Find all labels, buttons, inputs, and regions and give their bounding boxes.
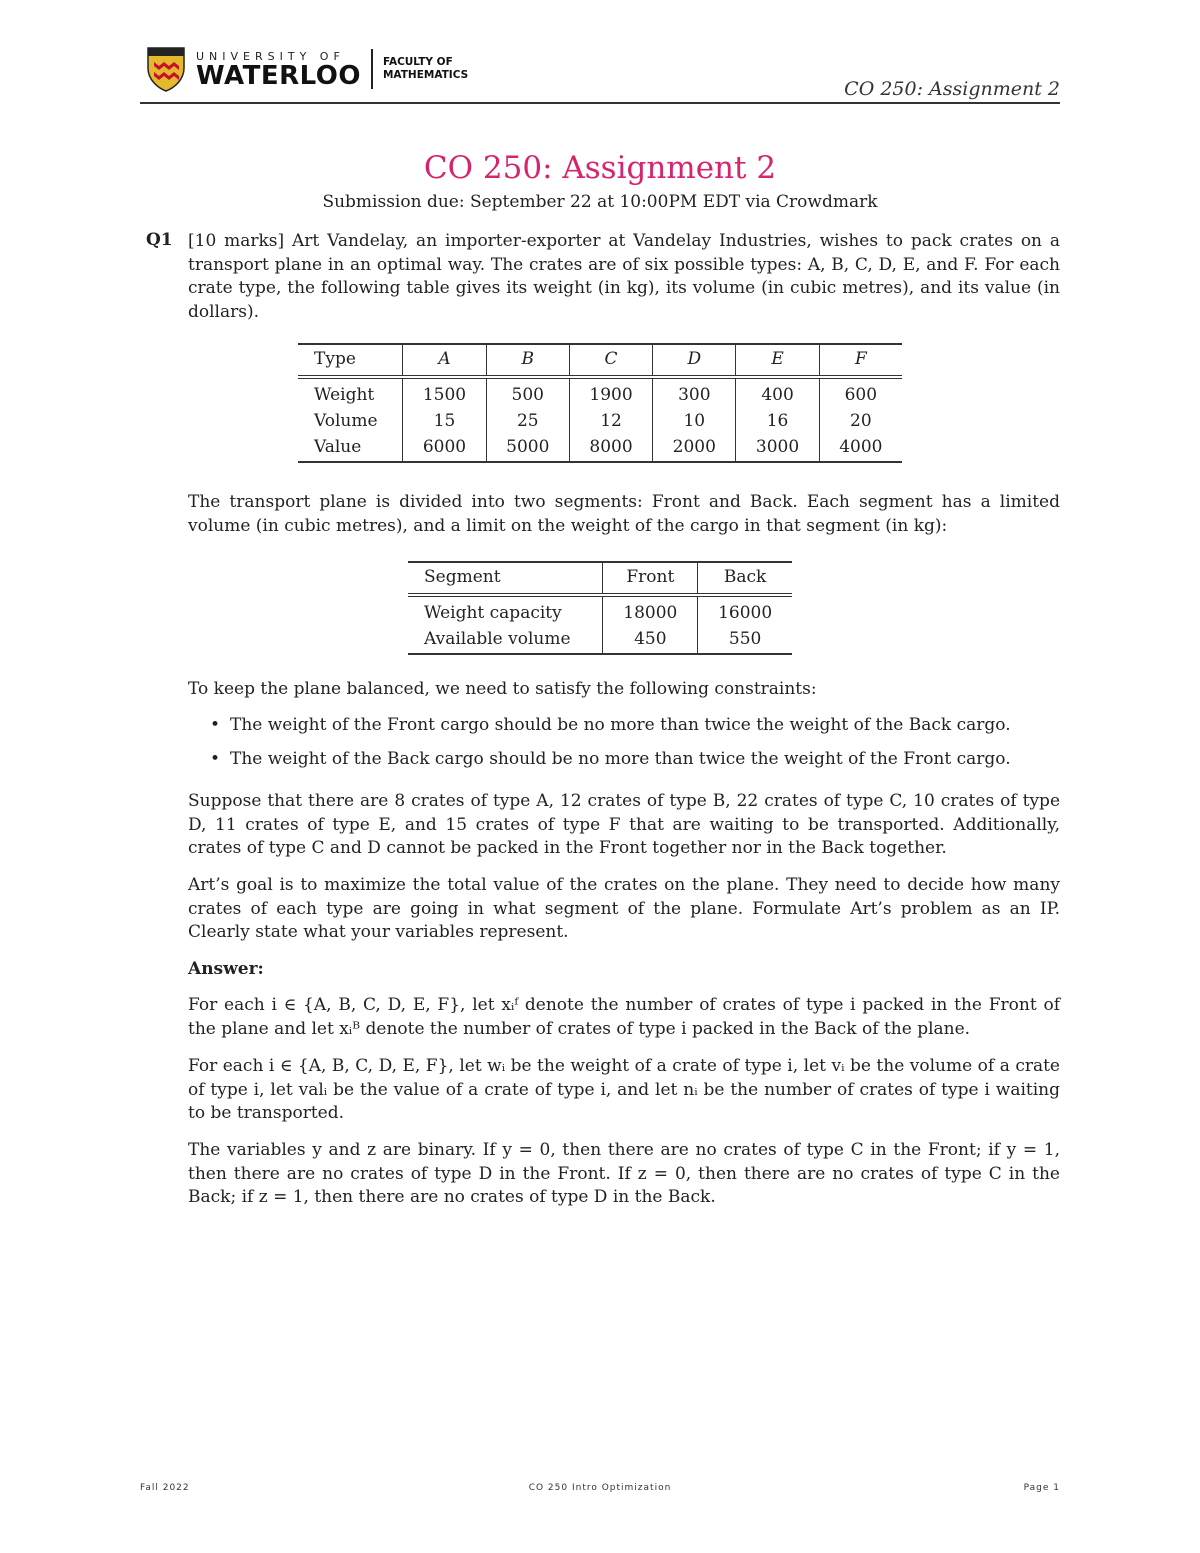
table-cell: 12 xyxy=(569,408,652,434)
university-logo xyxy=(146,44,468,94)
bullet-icon: • xyxy=(210,715,221,735)
question-label: Q1 xyxy=(146,230,173,250)
table-cell: Weight capacity xyxy=(408,595,603,626)
footer-term: Fall 2022 xyxy=(140,1483,190,1493)
faculty-line-2: MATHEMATICS xyxy=(382,69,469,81)
table-cell: Weight xyxy=(298,377,403,408)
table-cell: 16 xyxy=(736,408,819,434)
table-cell: 2000 xyxy=(653,434,736,462)
intro-paragraph: [10 marks] Art Vandelay, an importer-exporter at Vandelay Industries, wishes to pack crates on a transport plane in an optimal way. The crates are of six possible types: A, B, C, D, E, and F. For each crate type, the following table gives its weight (in kg), its volume (in cubic metres), and its value (in dollars). xyxy=(188,231,1060,322)
logo-divider xyxy=(371,49,373,89)
balance-paragraph-block xyxy=(188,678,1060,702)
segment-header-cell: Segment xyxy=(424,567,501,587)
suppose-paragraph: Suppose that there are 8 crates of type A, 12 crates of type B, 22 crates of type C, 10 crates of type D, 11 crates of type E, and 15 crates of type F that are waiting to be transported. Additionally, crates of type C and D cannot be packed in the Front together nor in the Back together. xyxy=(188,791,1060,858)
table-cell: 16000 xyxy=(698,595,792,626)
table-cell: 4000 xyxy=(819,434,902,462)
question-intro xyxy=(188,230,1060,324)
footer-page-number: Page 1 xyxy=(1023,1483,1060,1493)
waterloo-text: WATERLOO xyxy=(196,60,361,91)
answer-heading-block xyxy=(188,958,1060,982)
answer-p2-block xyxy=(188,1055,1060,1126)
answer-paragraph-3: The variables y and z are binary. If y = 0, then there are no crates of type C in the Front; if y = 1, then there are no crates of type D in the Front. If z = 0, then there are no crates of type C in the Back; if z = 1, then there are no crates of type D in the Back. xyxy=(188,1140,1060,1207)
segment-header-cell: Front xyxy=(603,562,698,595)
university-of-text: UNIVERSITY OF xyxy=(196,49,345,63)
crate-header-cell: F xyxy=(819,344,902,377)
table-row xyxy=(298,377,902,408)
crate-header-cell: B xyxy=(486,344,569,377)
goal-paragraph: Art’s goal is to maximize the total value of the crates on the plane. They need to decide how many crates of each type are going in what segment of the plane. Formulate Art’s problem as an IP. Clearly state what your variables represent. xyxy=(188,875,1060,942)
table-cell: 20 xyxy=(819,408,902,434)
table-cell: 15 xyxy=(403,408,486,434)
table-cell: 300 xyxy=(653,377,736,408)
table-cell: 400 xyxy=(736,377,819,408)
page-title: CO 250: Assignment 2 xyxy=(423,150,777,186)
table-row xyxy=(298,434,902,462)
table-row xyxy=(408,626,792,654)
table-cell: 1900 xyxy=(569,377,652,408)
crate-header-cell: D xyxy=(653,344,736,377)
answer-paragraph-1: For each i ∈ {A, B, C, D, E, F}, let xᵢᶠ denote the number of crates of type i packed in the Front of the plane and let xᵢᴮ denote the number of crates of type i packed in the Back of the plane. xyxy=(188,995,1060,1039)
answer-heading: Answer: xyxy=(188,959,264,979)
table-row xyxy=(298,408,902,434)
table-cell: 1500 xyxy=(403,377,486,408)
segments-paragraph-block xyxy=(188,491,1060,538)
bullet-text: The weight of the Front cargo should be no more than twice the weight of the Back cargo. xyxy=(230,715,1011,735)
table-cell: 3000 xyxy=(736,434,819,462)
table-cell: Volume xyxy=(314,411,378,431)
table-cell: 600 xyxy=(819,377,902,408)
faculty-name xyxy=(383,56,468,82)
bullet-icon: • xyxy=(210,749,221,769)
goal-paragraph-block xyxy=(188,874,1060,945)
segments-paragraph: The transport plane is divided into two segments: Front and Back. Each segment has a limited volume (in cubic metres), and a limit on the weight of the cargo in that segment (in kg): xyxy=(188,492,1060,536)
table-cell: 25 xyxy=(486,408,569,434)
submission-due: Submission due: September 22 at 10:00PM EDT via Crowdmark xyxy=(322,192,878,212)
answer-p3-block xyxy=(188,1139,1060,1210)
segment-table xyxy=(408,561,792,655)
crate-header-cell: E xyxy=(736,344,819,377)
crate-table xyxy=(298,343,902,463)
list-item xyxy=(210,715,1070,735)
footer-course: CO 250 Intro Optimization xyxy=(528,1483,672,1493)
running-header: CO 250: Assignment 2 xyxy=(844,78,1060,100)
crate-header-cell: C xyxy=(569,344,652,377)
faculty-line-1: FACULTY OF xyxy=(382,56,453,68)
crate-table-header xyxy=(298,344,902,377)
header-rule xyxy=(140,102,1060,104)
table-cell: Available volume xyxy=(408,626,603,654)
table-cell: 10 xyxy=(653,408,736,434)
answer-p1-block xyxy=(188,994,1060,1041)
university-name xyxy=(196,50,361,89)
suppose-paragraph-block xyxy=(188,790,1060,861)
segment-table-header xyxy=(408,562,792,595)
table-cell: 8000 xyxy=(569,434,652,462)
crate-header-cell: Type xyxy=(314,349,356,369)
segment-header-cell: Back xyxy=(698,562,792,595)
list-item xyxy=(210,749,1070,769)
table-cell: 450 xyxy=(603,626,698,654)
crate-header-cell: A xyxy=(403,344,486,377)
table-cell: 500 xyxy=(486,377,569,408)
table-cell: 5000 xyxy=(486,434,569,462)
answer-paragraph-2: For each i ∈ {A, B, C, D, E, F}, let wᵢ be the weight of a crate of type i, let vᵢ be the volume of a crate of type i, let valᵢ be the value of a crate of type i, and let nᵢ be the number of crates of type i waiting to be transported. xyxy=(188,1056,1060,1123)
table-cell: Value xyxy=(298,434,403,462)
balance-paragraph: To keep the plane balanced, we need to satisfy the following constraints: xyxy=(188,679,817,699)
table-cell: 550 xyxy=(698,626,792,654)
waterloo-crest-icon xyxy=(146,46,186,92)
table-cell: 6000 xyxy=(403,434,486,462)
bullet-text: The weight of the Back cargo should be no more than twice the weight of the Front cargo. xyxy=(230,749,1011,769)
constraint-list xyxy=(210,715,1070,783)
table-cell: 18000 xyxy=(603,595,698,626)
table-row xyxy=(408,595,792,626)
